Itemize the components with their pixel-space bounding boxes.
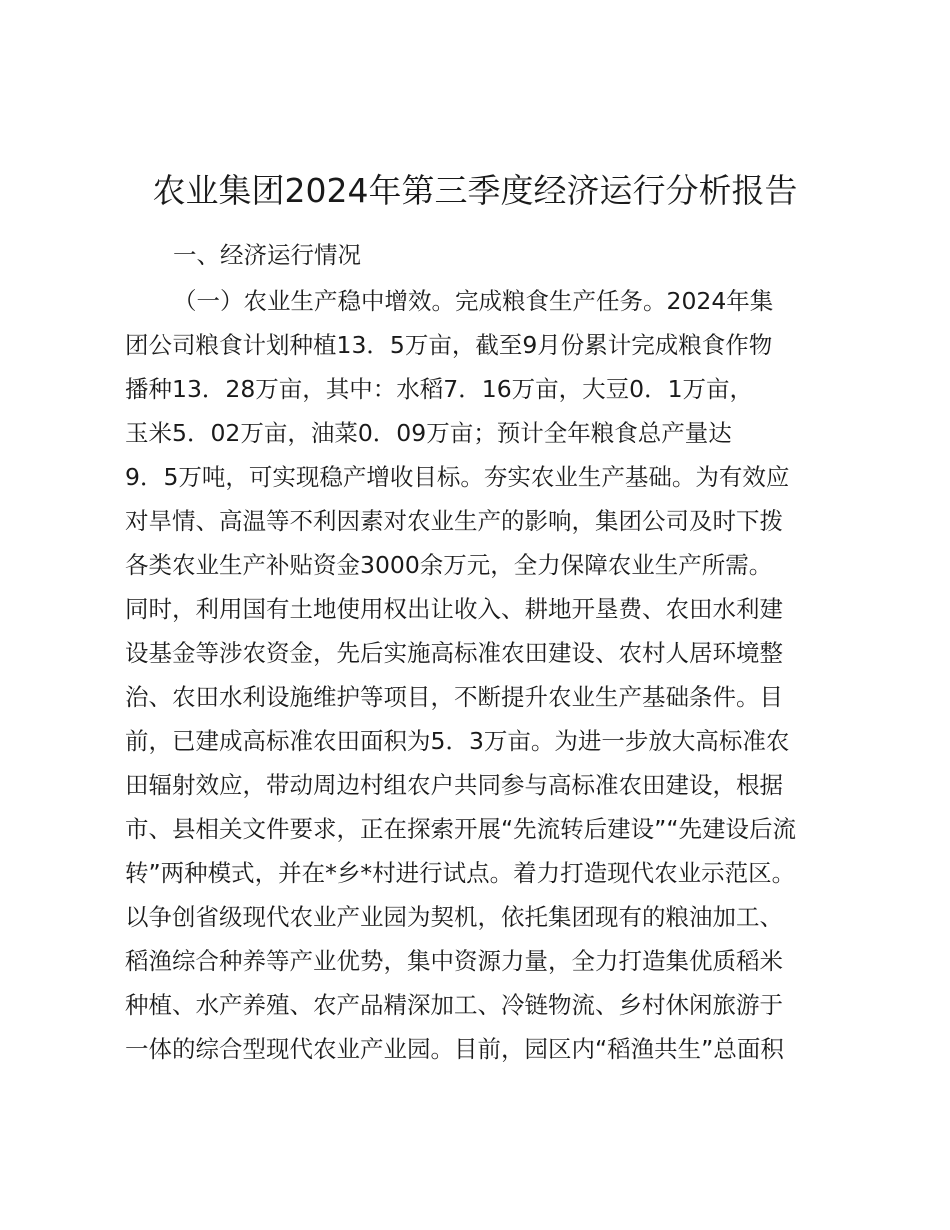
paragraph-line: 9．5万吨，可实现稳产增收目标。夯实农业生产基础。为有效应 [125, 463, 790, 491]
paragraph-line: 同时，利用国有土地使用权出让收入、耕地开垦费、农田水利建 [125, 595, 783, 623]
paragraph-line: 稻渔综合种养等产业优势，集中资源力量，全力打造集优质稻米 [125, 947, 783, 975]
paragraph-line: （一）农业生产稳中增效。完成粮食生产任务。2024年集 [173, 287, 774, 315]
paragraph-line: 设基金等涉农资金，先后实施高标准农田建设、农村人居环境整 [125, 639, 783, 667]
paragraph-line: 播种13．28万亩，其中：水稻7．16万亩，大豆0．1万亩， [125, 375, 754, 403]
paragraph-line: 团公司粮食计划种植13．5万亩，截至9月份累计完成粮食作物 [125, 331, 773, 359]
paragraph-line: 治、农田水利设施维护等项目，不断提升农业生产基础条件。目 [125, 683, 783, 711]
paragraph-line: 玉米5．02万亩，油菜0．09万亩；预计全年粮食总产量达 [125, 419, 732, 447]
paragraph-line: 以争创省级现代农业产业园为契机，依托集团现有的粮油加工、 [125, 903, 783, 931]
document-title: 农业集团2024年第三季度经济运行分析报告 [152, 171, 798, 210]
section-heading: 一、经济运行情况 [173, 241, 361, 269]
paragraph-line: 一体的综合型现代农业产业园。目前，园区内“稻渔共生”总面积 [125, 1035, 784, 1063]
paragraph-line: 市、县相关文件要求，正在探索开展“先流转后建设”“先建设后流 [125, 815, 797, 843]
paragraph-line: 种植、水产养殖、农产品精深加工、冷链物流、乡村休闲旅游于 [125, 991, 783, 1019]
paragraph-line: 转”两种模式，并在*乡*村进行试点。着力打造现代农业示范区。 [125, 859, 796, 887]
paragraph-line: 对旱情、高温等不利因素对农业生产的影响，集团公司及时下拨 [125, 507, 783, 535]
paragraph-line: 田辐射效应，带动周边村组农户共同参与高标准农田建设，根据 [125, 771, 783, 799]
paragraph-line: 各类农业生产补贴资金3000余万元，全力保障农业生产所需。 [125, 551, 773, 579]
paragraph-line: 前，已建成高标准农田面积为5．3万亩。为进一步放大高标准农 [125, 727, 790, 755]
